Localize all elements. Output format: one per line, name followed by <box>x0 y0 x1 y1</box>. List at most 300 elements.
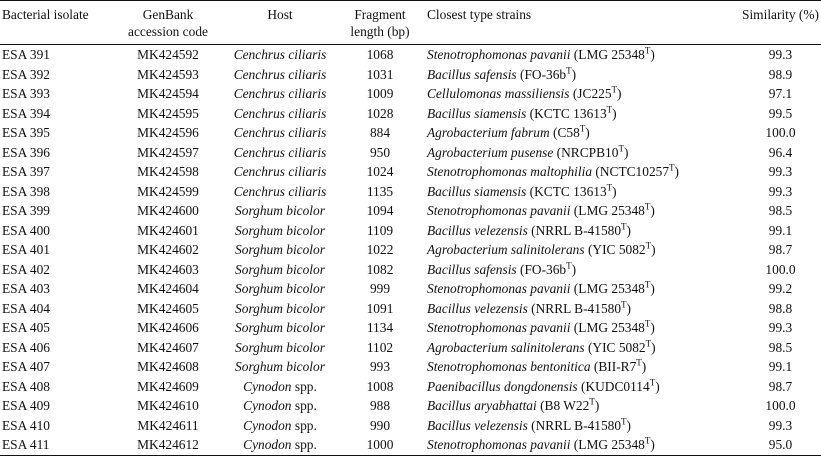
cell-similarity <box>720 377 821 397</box>
strain-name: Bacillus siamensis <box>427 183 527 199</box>
strain-paren-open: ( <box>536 398 545 413</box>
header-strain <box>421 1 720 45</box>
cell-host <box>221 377 339 397</box>
strain-paren-close: ) <box>594 398 600 413</box>
strain-paren-close: ) <box>571 66 577 82</box>
cell-length <box>339 201 421 221</box>
table-row <box>0 260 821 280</box>
cell-similarity <box>720 338 821 358</box>
table-row <box>0 396 821 416</box>
strain-paren-open: ( <box>553 144 562 160</box>
strain-paren-close: ) <box>617 86 622 101</box>
strain-paren-open: ( <box>592 164 600 179</box>
cell-similarity <box>720 299 821 319</box>
cell-genbank <box>115 396 221 416</box>
fragment-length: 1022 <box>366 242 394 257</box>
strain-name: Stenotrophomonas pavanii <box>427 203 571 218</box>
fragment-length: 1000 <box>366 437 394 452</box>
table-row <box>0 318 821 338</box>
cell-host <box>221 279 339 299</box>
cell-genbank <box>115 65 221 85</box>
fragment-length: 993 <box>369 359 391 374</box>
table-row <box>0 84 821 104</box>
cell-length <box>339 377 421 397</box>
isolate-id: ESA 403 <box>2 281 50 296</box>
similarity-value: 99.1 <box>768 222 793 238</box>
table-row <box>0 104 821 124</box>
cell-length <box>339 182 421 202</box>
genbank-code: MK424596 <box>137 125 199 140</box>
cell-strain <box>421 201 720 221</box>
genbank-code: MK424609 <box>137 378 199 394</box>
fragment-length: 1135 <box>366 183 394 199</box>
host-name: Cenchrus ciliaris <box>233 86 327 101</box>
isolate-id: ESA 404 <box>2 300 50 316</box>
cell-isolate <box>0 279 115 299</box>
cell-length <box>339 338 421 358</box>
fragment-length: 950 <box>369 144 391 160</box>
host-name: Cynodon <box>243 398 292 413</box>
cell-strain <box>421 45 720 65</box>
cell-isolate <box>0 338 115 358</box>
strain-name: Bacillus safensis <box>427 261 517 277</box>
table-row <box>0 377 821 397</box>
cell-host <box>221 45 339 65</box>
header-isolate <box>0 1 115 45</box>
host-name: Cynodon <box>243 378 292 394</box>
cell-isolate <box>0 182 115 202</box>
fragment-length: 1094 <box>366 203 394 218</box>
cell-length <box>339 45 421 65</box>
cell-length <box>339 357 421 377</box>
strain-name: Stenotrophomonas pavanii <box>427 281 571 296</box>
strain-paren-close: ) <box>650 320 655 335</box>
table-row <box>0 45 821 65</box>
strain-name: Agrobacterium salinitolerans <box>427 339 585 355</box>
strain-code: KCTC 13613 <box>534 105 607 121</box>
fragment-length: 1102 <box>366 339 394 355</box>
cell-host <box>221 84 339 104</box>
cell-strain <box>421 84 720 104</box>
cell-similarity <box>720 123 821 143</box>
header-length-line2: length (bp) <box>350 24 410 39</box>
similarity-value: 98.9 <box>768 66 793 82</box>
strain-code: LMG 25348 <box>578 437 645 452</box>
host-name: Sorghum bicolor <box>235 281 325 296</box>
cell-strain <box>421 221 720 241</box>
cell-strain <box>421 396 720 416</box>
strain-code: FO-36b <box>524 66 567 82</box>
cell-similarity <box>720 240 821 260</box>
isolate-id: ESA 405 <box>2 320 50 335</box>
cell-length <box>339 143 421 163</box>
cell-isolate <box>0 84 115 104</box>
table-header-row <box>0 1 821 45</box>
isolate-id: ESA 407 <box>2 359 50 374</box>
cell-isolate <box>0 318 115 338</box>
strain-name: Stenotrophomonas pavanii <box>427 47 571 62</box>
strain-paren-close: ) <box>626 222 631 238</box>
cell-length <box>339 435 421 455</box>
cell-strain <box>421 279 720 299</box>
genbank-code: MK424604 <box>137 281 199 296</box>
host-name: Cenchrus ciliaris <box>233 183 327 199</box>
fragment-length: 1028 <box>366 105 394 121</box>
cell-host <box>221 123 339 143</box>
strain-name: Cellulomonas massiliensis <box>427 86 570 101</box>
similarity-value: 99.2 <box>768 281 793 296</box>
type-strain-mark: T <box>645 240 652 251</box>
table-body <box>0 45 821 456</box>
header-isolate-label: Bacterial isolate <box>2 7 89 22</box>
isolate-id: ESA 402 <box>2 261 50 277</box>
isolate-id: ESA 399 <box>2 203 50 218</box>
cell-host <box>221 162 339 182</box>
table-row <box>0 123 821 143</box>
cell-genbank <box>115 435 221 455</box>
strain-paren-close: ) <box>674 164 680 179</box>
strain-paren-open: ( <box>570 320 579 335</box>
cell-genbank <box>115 338 221 358</box>
cell-isolate <box>0 396 115 416</box>
cell-host <box>221 260 339 280</box>
isolate-id: ESA 411 <box>2 437 50 452</box>
table-row <box>0 435 821 455</box>
host-name: Cenchrus ciliaris <box>233 164 327 179</box>
strain-paren-close: ) <box>571 261 577 277</box>
type-strain-mark: T <box>649 377 656 388</box>
isolate-id: ESA 400 <box>2 222 50 238</box>
cell-similarity <box>720 279 821 299</box>
similarity-value: 98.5 <box>768 203 793 218</box>
strain-code: KCTC 13613 <box>534 183 607 199</box>
isolate-id: ESA 401 <box>2 242 50 257</box>
host-name: Sorghum bicolor <box>235 203 325 218</box>
type-strain-mark: T <box>589 396 595 407</box>
isolate-id: ESA 396 <box>2 144 50 160</box>
cell-strain <box>421 143 720 163</box>
strain-code: LMG 25348 <box>578 281 645 296</box>
cell-isolate <box>0 123 115 143</box>
host-name: Cynodon <box>243 417 292 433</box>
table-row <box>0 201 821 221</box>
strain-code: NCTC10257 <box>599 164 670 179</box>
cell-similarity <box>720 45 821 65</box>
cell-host <box>221 201 339 221</box>
cell-strain <box>421 240 720 260</box>
isolate-id: ESA 395 <box>2 125 50 140</box>
cell-host <box>221 357 339 377</box>
strain-name: Bacillus velezensis <box>427 417 528 433</box>
genbank-code: MK424606 <box>137 320 199 335</box>
fragment-length: 884 <box>369 125 391 140</box>
strain-paren-open: ( <box>570 437 579 452</box>
cell-isolate <box>0 221 115 241</box>
cell-length <box>339 221 421 241</box>
cell-genbank <box>115 377 221 397</box>
isolate-id: ESA 397 <box>2 164 50 179</box>
cell-genbank <box>115 260 221 280</box>
strain-name: Stenotrophomonas bentonitica <box>427 359 591 374</box>
cell-genbank <box>115 221 221 241</box>
header-host-label: Host <box>267 7 293 22</box>
cell-genbank <box>115 45 221 65</box>
header-similarity-label: Similarity (%) <box>742 7 819 22</box>
strain-name: Agrobacterium fabrum <box>427 125 550 140</box>
type-strain-mark: T <box>645 338 652 349</box>
cell-strain <box>421 260 720 280</box>
strain-name: Stenotrophomonas pavanii <box>427 320 571 335</box>
similarity-value: 99.3 <box>768 320 793 335</box>
header-length <box>339 1 421 45</box>
cell-host <box>221 182 339 202</box>
strain-paren-close: ) <box>626 300 631 316</box>
similarity-value: 98.5 <box>768 339 793 355</box>
isolate-id: ESA 410 <box>2 417 50 433</box>
cell-host <box>221 338 339 358</box>
strain-paren-close: ) <box>651 242 656 257</box>
cell-host <box>221 396 339 416</box>
host-name: Cenchrus ciliaris <box>233 66 327 82</box>
strain-name: Bacillus aryabhattai <box>427 398 537 413</box>
header-similarity <box>720 1 821 45</box>
cell-genbank <box>115 318 221 338</box>
strain-name: Bacillus safensis <box>427 66 517 82</box>
cell-length <box>339 299 421 319</box>
type-strain-mark: T <box>566 260 572 271</box>
strain-name: Stenotrophomonas pavanii <box>427 437 571 452</box>
cell-strain <box>421 104 720 124</box>
type-strain-mark: T <box>611 84 618 95</box>
cell-strain <box>421 357 720 377</box>
cell-length <box>339 396 421 416</box>
strain-code: NRRL B-41580 <box>535 417 622 433</box>
cell-host <box>221 240 339 260</box>
cell-genbank <box>115 143 221 163</box>
host-name: Sorghum bicolor <box>235 339 325 355</box>
genbank-code: MK424593 <box>137 66 199 82</box>
strain-name: Paenibacillus dongdonensis <box>427 378 578 394</box>
type-strain-mark: T <box>644 279 651 290</box>
cell-strain <box>421 162 720 182</box>
isolate-id: ESA 394 <box>2 105 50 121</box>
type-strain-mark: T <box>644 45 651 56</box>
cell-similarity <box>720 201 821 221</box>
cell-host <box>221 104 339 124</box>
genbank-code: MK424598 <box>137 164 199 179</box>
cell-isolate <box>0 416 115 436</box>
cell-isolate <box>0 260 115 280</box>
isolate-id: ESA 408 <box>2 378 50 394</box>
genbank-code: MK424594 <box>137 86 199 101</box>
cell-genbank <box>115 201 221 221</box>
type-strain-mark: T <box>644 201 651 212</box>
type-strain-mark: T <box>566 65 572 76</box>
strain-paren-close: ) <box>585 125 590 140</box>
cell-isolate <box>0 201 115 221</box>
genbank-code: MK424612 <box>137 437 199 452</box>
similarity-value: 99.3 <box>768 47 793 62</box>
fragment-length: 1009 <box>366 86 394 101</box>
strain-paren-open: ( <box>526 105 535 121</box>
cell-length <box>339 416 421 436</box>
cell-length <box>339 104 421 124</box>
strain-name: Bacillus velezensis <box>427 300 528 316</box>
genbank-code: MK424601 <box>137 222 199 238</box>
similarity-value: 99.5 <box>768 105 793 121</box>
cell-host <box>221 416 339 436</box>
genbank-code: MK424608 <box>137 359 199 374</box>
strain-paren-open: ( <box>577 378 586 394</box>
genbank-code: MK424611 <box>137 417 199 433</box>
host-name: Cenchrus ciliaris <box>233 125 327 140</box>
cell-isolate <box>0 377 115 397</box>
cell-similarity <box>720 143 821 163</box>
strain-paren-close: ) <box>650 281 655 296</box>
table-row <box>0 279 821 299</box>
strain-paren-open: ( <box>527 417 536 433</box>
cell-strain <box>421 123 720 143</box>
genbank-code: MK424607 <box>137 339 199 355</box>
strain-code: LMG 25348 <box>578 203 645 218</box>
cell-genbank <box>115 357 221 377</box>
strain-code: LMG 25348 <box>578 47 645 62</box>
strain-code: B8 W22 <box>544 398 590 413</box>
strain-code: NRRL B-41580 <box>535 300 622 316</box>
strain-code: BII-R7 <box>598 359 637 374</box>
similarity-value: 99.1 <box>768 359 793 374</box>
similarity-value: 97.1 <box>768 86 793 101</box>
strain-paren-open: ( <box>570 47 579 62</box>
similarity-value: 100.0 <box>765 398 796 413</box>
cell-length <box>339 84 421 104</box>
cell-strain <box>421 416 720 436</box>
host-qualifier: spp. <box>291 437 317 452</box>
table-row <box>0 357 821 377</box>
cell-genbank <box>115 123 221 143</box>
strain-paren-close: ) <box>650 47 655 62</box>
strain-name: Bacillus siamensis <box>427 105 527 121</box>
cell-similarity <box>720 260 821 280</box>
cell-similarity <box>720 318 821 338</box>
cell-length <box>339 162 421 182</box>
cell-strain <box>421 318 720 338</box>
table-row <box>0 65 821 85</box>
fragment-length: 988 <box>369 398 391 413</box>
strain-code: LMG 25348 <box>578 320 645 335</box>
strain-paren-open: ( <box>570 203 579 218</box>
strain-paren-open: ( <box>584 339 593 355</box>
type-strain-mark: T <box>644 435 651 446</box>
table-row <box>0 182 821 202</box>
cell-host <box>221 435 339 455</box>
strain-code: YIC 5082 <box>592 339 646 355</box>
host-name: Sorghum bicolor <box>235 300 325 316</box>
strain-code: NRCPB10 <box>561 144 619 160</box>
cell-similarity <box>720 182 821 202</box>
type-strain-mark: T <box>621 221 627 232</box>
similarity-value: 98.7 <box>768 242 793 257</box>
genbank-code: MK424592 <box>137 47 199 62</box>
cell-length <box>339 279 421 299</box>
strain-code: YIC 5082 <box>592 242 646 257</box>
cell-similarity <box>720 435 821 455</box>
cell-length <box>339 123 421 143</box>
host-qualifier: spp. <box>291 417 317 433</box>
cell-isolate <box>0 435 115 455</box>
type-strain-mark: T <box>606 104 613 115</box>
type-strain-mark: T <box>669 162 675 173</box>
strain-paren-open: ( <box>590 359 599 374</box>
cell-genbank <box>115 240 221 260</box>
isolate-id: ESA 409 <box>2 398 50 413</box>
strain-paren-close: ) <box>626 417 631 433</box>
fragment-length: 999 <box>369 281 391 296</box>
table-row <box>0 299 821 319</box>
host-name: Sorghum bicolor <box>235 242 325 257</box>
cell-host <box>221 221 339 241</box>
genbank-code: MK424600 <box>137 203 199 218</box>
cell-length <box>339 260 421 280</box>
cell-similarity <box>720 104 821 124</box>
fragment-length: 1008 <box>366 378 394 394</box>
type-strain-mark: T <box>636 357 642 368</box>
similarity-value: 99.3 <box>768 164 793 179</box>
host-qualifier: spp. <box>291 398 317 413</box>
isolate-id: ESA 391 <box>2 47 50 62</box>
cell-length <box>339 240 421 260</box>
header-strain-label: Closest type strains <box>427 7 532 22</box>
cell-strain <box>421 338 720 358</box>
cell-strain <box>421 299 720 319</box>
strain-code: FO-36b <box>524 261 567 277</box>
cell-isolate <box>0 45 115 65</box>
similarity-value: 98.7 <box>768 378 793 394</box>
strain-paren-open: ( <box>584 242 593 257</box>
host-name: Sorghum bicolor <box>235 359 325 374</box>
cell-genbank <box>115 182 221 202</box>
header-host <box>221 1 339 45</box>
cell-host <box>221 143 339 163</box>
host-name: Cenchrus ciliaris <box>233 47 327 62</box>
cell-host <box>221 299 339 319</box>
cell-host <box>221 318 339 338</box>
table-row <box>0 143 821 163</box>
isolate-id: ESA 392 <box>2 66 50 82</box>
strain-paren-open: ( <box>549 125 558 140</box>
fragment-length: 1082 <box>366 261 394 277</box>
genbank-code: MK424595 <box>137 105 199 121</box>
strain-paren-open: ( <box>569 86 578 101</box>
type-strain-mark: T <box>606 182 613 193</box>
genbank-code: MK424602 <box>137 242 199 257</box>
type-strain-mark: T <box>644 318 651 329</box>
genbank-code: MK424603 <box>137 261 199 277</box>
similarity-value: 95.0 <box>768 437 793 452</box>
cell-strain <box>421 377 720 397</box>
strain-paren-close: ) <box>650 437 655 452</box>
cell-isolate <box>0 357 115 377</box>
header-genbank <box>115 1 221 45</box>
strain-paren-close: ) <box>641 359 647 374</box>
similarity-value: 99.3 <box>768 417 793 433</box>
strain-paren-open: ( <box>516 261 525 277</box>
cell-isolate <box>0 240 115 260</box>
cell-similarity <box>720 65 821 85</box>
table-row <box>0 240 821 260</box>
genbank-code: MK424597 <box>137 144 199 160</box>
cell-isolate <box>0 143 115 163</box>
